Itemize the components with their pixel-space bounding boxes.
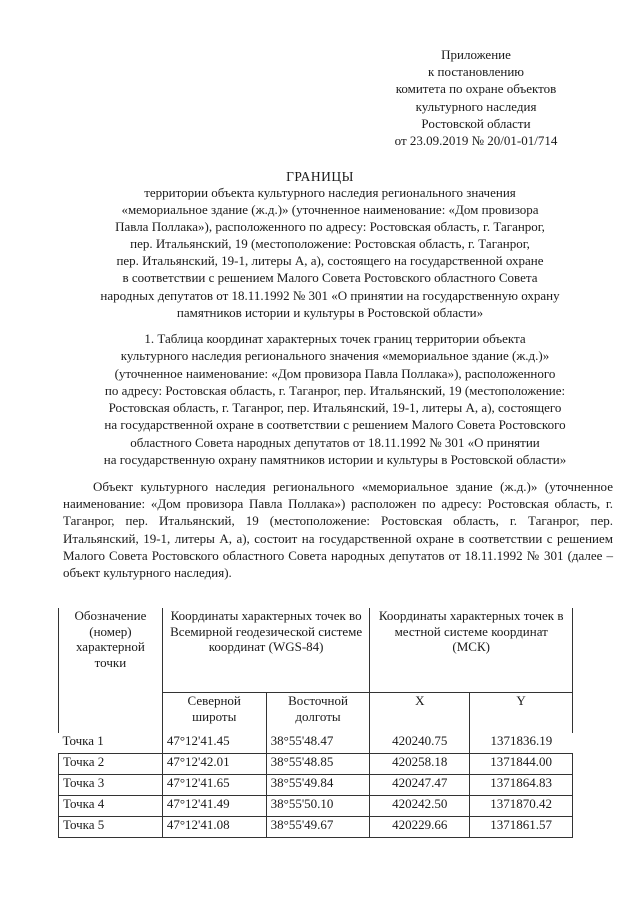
subheading-line: «мемориальное здание (ж.д.)» (уточненное наименование: «Дом провизора bbox=[121, 202, 539, 218]
lat-cell: 47°12'42.01 bbox=[162, 754, 266, 775]
subheading-line: Павла Поллака»), расположенного по адресу: Ростовская область, г. Таганрог, bbox=[115, 219, 545, 235]
subheader-empty-cell bbox=[59, 693, 163, 734]
header-wgs-cell: Координаты характерных точек во Всемирной геодезической системе координат (WGS-84) bbox=[162, 608, 370, 693]
table-row bbox=[59, 796, 573, 817]
table-title-line: 1. Таблица координат характерных точек границ территории объекта bbox=[144, 331, 526, 346]
lon-cell: 38°55'49.67 bbox=[266, 817, 370, 838]
lat-cell: 47°12'41.08 bbox=[162, 817, 266, 838]
subheading-line: пер. Итальянский, 19-1, литеры А, а), состоящего на государственной охране bbox=[116, 253, 544, 269]
lat-cell: 47°12'41.45 bbox=[162, 733, 266, 754]
table-row bbox=[59, 775, 573, 796]
subheader-lat-cell: Северной широты bbox=[162, 693, 266, 734]
lon-cell: 38°55'48.85 bbox=[266, 754, 370, 775]
subheader-y-cell: Y bbox=[470, 693, 573, 734]
point-cell: Точка 5 bbox=[59, 817, 163, 838]
document-heading: ГРАНИЦЫ bbox=[286, 169, 354, 184]
table-row bbox=[59, 817, 573, 838]
subheader-lon-cell: Восточной долготы bbox=[266, 693, 370, 734]
annex-line: комитета по охране объектов bbox=[395, 81, 557, 97]
annex-line: от 23.09.2019 № 20/01-01/714 bbox=[394, 133, 558, 149]
table-header-row bbox=[59, 608, 573, 693]
coordinates-table bbox=[58, 608, 573, 838]
y-cell: 1371870.42 bbox=[470, 796, 573, 817]
point-cell: Точка 3 bbox=[59, 775, 163, 796]
point-cell: Точка 1 bbox=[59, 733, 163, 754]
annex-block bbox=[356, 46, 596, 149]
annex-line: Приложение bbox=[441, 47, 511, 62]
header-msk-cell: Координаты характерных точек в местной системе координат (МСК) bbox=[370, 608, 573, 693]
table-row bbox=[59, 754, 573, 775]
x-cell: 420229.66 bbox=[370, 817, 470, 838]
y-cell: 1371836.19 bbox=[490, 733, 553, 748]
lon-cell: 38°55'48.47 bbox=[266, 733, 370, 754]
subheading-line: территории объекта культурного наследия регионального значения bbox=[144, 185, 516, 200]
subheading-line: памятников истории и культуры в Ростовской области» bbox=[176, 304, 484, 320]
annex-line: к постановлению bbox=[427, 64, 525, 80]
header-point-cell: Обозначение (номер) характерной точки bbox=[59, 608, 163, 693]
y-cell: 1371864.83 bbox=[470, 775, 573, 796]
table-title-line: областного Совета народных депутатов от 18.11.1992 № 301 «О принятии bbox=[130, 434, 540, 450]
x-cell: 420247.47 bbox=[370, 775, 470, 796]
table-title-line: на государственной охране в соответствии с решением Малого Совета Ростовского bbox=[104, 417, 566, 433]
document-subheading bbox=[40, 184, 620, 321]
lon-cell: 38°55'50.10 bbox=[266, 796, 370, 817]
table-title-line: по адресу: Ростовская область, г. Таганрог, пер. Итальянский, 19 (местоположение: bbox=[104, 382, 566, 398]
table-title-line: культурного наследия регионального значения «мемориальное здание (ж.д.)» bbox=[120, 348, 550, 364]
table-title bbox=[40, 330, 630, 468]
description-paragraph: Объект культурного наследия регионального «мемориальное здание (ж.д.)» (уточненное наименование: «Дом провизора Павла Поллака») расположен по адресу: Ростовская область, г. Таганрог, пер. Итальянский, 19 (местоположение: Ростовская область, г. Таганрог, пер. Итальянский, 19-1, литеры А, а), состоит на государственной охране в соответствии с решением Малого Совета Ростовского областного Совета народных депутатов от 18.11.1992 № 301 (далее – объект культурного наследия). bbox=[63, 479, 613, 581]
x-cell: 420240.75 bbox=[370, 733, 470, 754]
subheading-line: в соответствии с решением Малого Совета Ростовского областного Совета bbox=[122, 270, 538, 286]
subheading-line: пер. Итальянский, 19 (местоположение: Ростовская область, г. Таганрог, bbox=[130, 236, 530, 252]
annex-line: культурного наследия bbox=[415, 98, 537, 114]
lat-cell: 47°12'41.49 bbox=[162, 796, 266, 817]
point-cell: Точка 4 bbox=[59, 796, 163, 817]
y-cell: 1371844.00 bbox=[470, 754, 573, 775]
subheader-x-cell: X bbox=[370, 693, 470, 734]
point-cell: Точка 2 bbox=[59, 754, 163, 775]
table-row bbox=[59, 733, 573, 754]
lat-cell: 47°12'41.65 bbox=[162, 775, 266, 796]
table-title-line: (уточненное наименование: «Дом провизора Павла Поллака»), расположенного bbox=[114, 365, 556, 381]
subheading-line: народных депутатов от 18.11.1992 № 301 «О принятии на государственную охрану bbox=[100, 287, 560, 303]
x-cell: 420258.18 bbox=[370, 754, 470, 775]
x-cell: 420242.50 bbox=[370, 796, 470, 817]
table-title-line: на государственную охрану памятников истории и культуры в Ростовской области» bbox=[103, 452, 567, 468]
table-subheader-row bbox=[59, 693, 573, 734]
annex-line: Ростовской области bbox=[421, 115, 531, 131]
lon-cell: 38°55'49.84 bbox=[266, 775, 370, 796]
table-title-line: Ростовская область, г. Таганрог, пер. Итальянский, 19-1, литеры А, а), состоящего bbox=[108, 400, 562, 416]
y-cell: 1371861.57 bbox=[470, 817, 573, 838]
